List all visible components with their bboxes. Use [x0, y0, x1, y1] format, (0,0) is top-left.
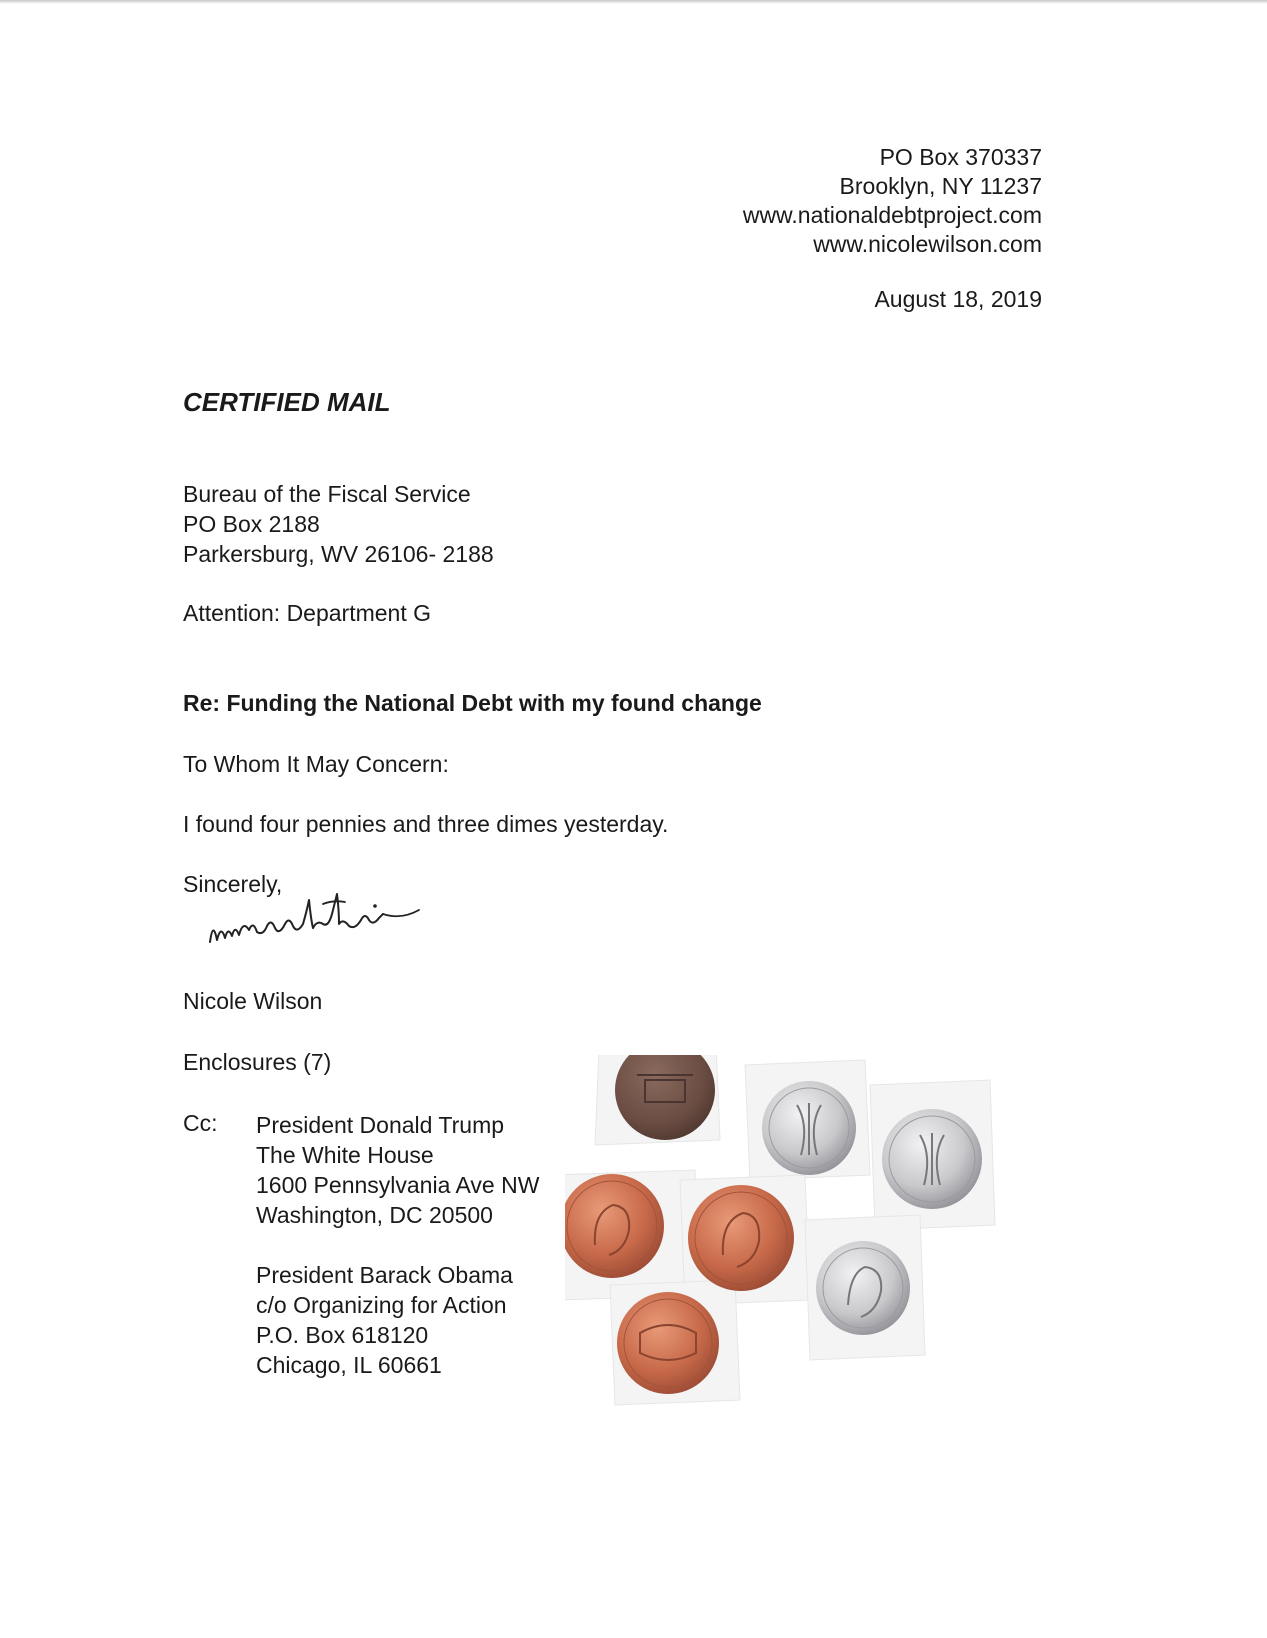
cc-line: The White House — [256, 1142, 434, 1168]
handwritten-signature — [205, 880, 455, 970]
sender-website-2: www.nicolewilson.com — [813, 231, 1042, 257]
penny-coin — [688, 1185, 794, 1291]
cc-label: Cc: — [183, 1110, 218, 1136]
cc-line: 1600 Pennsylvania Ave NW — [256, 1172, 540, 1198]
sender-po-box: PO Box 370337 — [879, 144, 1042, 170]
enclosed-coins-image — [565, 1055, 1045, 1455]
recipient-city: Parkersburg, WV 26106- 2188 — [183, 541, 494, 567]
sender-address — [743, 143, 1042, 259]
cc-line: President Donald Trump — [256, 1112, 505, 1138]
subject-line: Re: Funding the National Debt with my found change — [183, 690, 762, 716]
attention-line: Attention: Department G — [183, 600, 432, 626]
cc-line: P.O. Box 618120 — [256, 1322, 429, 1348]
enclosures-note: Enclosures (7) — [183, 1049, 332, 1075]
cc-line: Chicago, IL 60661 — [256, 1352, 442, 1378]
scan-edge — [0, 0, 1267, 4]
recipient-po-box: PO Box 2188 — [183, 511, 320, 537]
closing: Sincerely, — [183, 871, 283, 897]
recipient-organization: Bureau of the Fiscal Service — [183, 481, 471, 507]
letter-date: August 18, 2019 — [874, 286, 1042, 312]
cc-line: Washington, DC 20500 — [256, 1202, 493, 1228]
dime-coin — [762, 1081, 856, 1175]
sender-website-1: www.nationaldebtproject.com — [742, 202, 1042, 228]
cc-recipient-obama — [256, 1260, 513, 1380]
dime-coin — [882, 1109, 982, 1209]
certified-mail-label: CERTIFIED MAIL — [183, 387, 391, 417]
dime-coin — [816, 1241, 910, 1335]
letter-body: I found four pennies and three dimes yesterday. — [183, 811, 669, 837]
penny-coin — [617, 1292, 719, 1394]
cc-line: President Barack Obama — [256, 1262, 513, 1288]
signer-name: Nicole Wilson — [183, 988, 323, 1014]
cc-recipient-trump — [256, 1110, 539, 1230]
cc-line: c/o Organizing for Action — [256, 1292, 507, 1318]
recipient-address — [183, 479, 494, 569]
salutation: To Whom It May Concern: — [183, 751, 449, 777]
sender-city: Brooklyn, NY 11237 — [839, 173, 1042, 199]
